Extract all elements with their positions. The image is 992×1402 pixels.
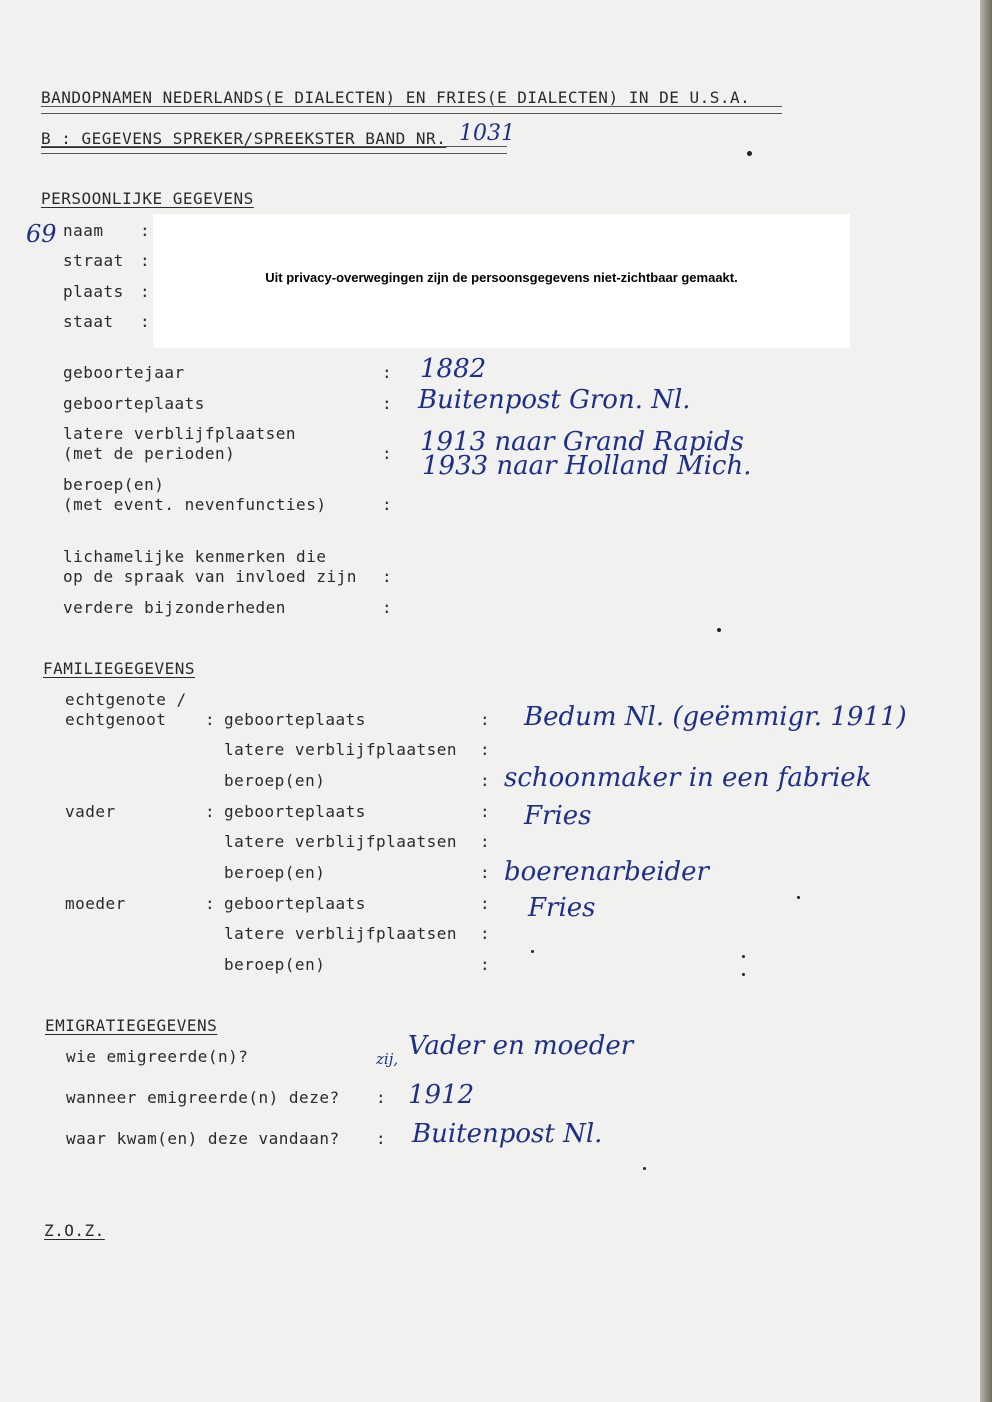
later-residence-label: latere verblijfplaatsen <box>63 424 297 443</box>
band-number: 1031 <box>459 121 515 146</box>
colon: : <box>140 251 151 270</box>
spouse-birthplace-label: geboorteplaats <box>224 710 366 729</box>
colon: : <box>376 1088 387 1107</box>
physical-label: lichamelijke kenmerken die <box>63 547 327 566</box>
paper-speck <box>742 955 745 958</box>
later-residence-value-2: 1933 naar Holland Mich. <box>422 451 752 481</box>
name-label: naam <box>63 221 104 240</box>
birthplace-value: Buitenpost Gron. Nl. <box>418 385 691 415</box>
colon: : <box>205 894 216 913</box>
paper-speck <box>643 1167 646 1170</box>
colon: : <box>205 802 216 821</box>
spouse-birthplace-value: Bedum Nl. (geëmmigr. 1911) <box>524 702 907 732</box>
colon: : <box>140 282 151 301</box>
who-emigrated-label: wie emigreerde(n)? <box>66 1047 249 1066</box>
mother-later-residence-label: latere verblijfplaatsen <box>224 924 458 943</box>
colon: : <box>480 894 491 913</box>
mother-label: moeder <box>65 894 126 913</box>
colon: : <box>382 567 393 586</box>
zoz-footer: Z.O.Z. <box>44 1221 105 1240</box>
physical-sublabel: op de spraak van invloed zijn <box>63 567 357 586</box>
section-heading-emigration: EMIGRATIEGEGEVENS <box>45 1016 218 1035</box>
colon: : <box>382 394 393 413</box>
margin-number: 69 <box>26 220 57 248</box>
section-heading-personal: PERSOONLIJKE GEGEVENS <box>41 189 254 208</box>
where-from-label: waar kwam(en) deze vandaan? <box>66 1129 340 1148</box>
privacy-redaction-box <box>153 214 850 348</box>
father-later-residence-label: latere verblijfplaatsen <box>224 832 458 851</box>
privacy-notice: Uit privacy-overwegingen zijn de persoonsgegevens niet-zichtbaar gemaakt. <box>265 270 738 285</box>
where-from-value: Buitenpost Nl. <box>412 1119 603 1149</box>
double-rule <box>41 146 507 154</box>
colon: : <box>480 802 491 821</box>
colon: : <box>382 444 393 463</box>
form-title: BANDOPNAMEN NEDERLANDS(E DIALECTEN) EN FRIES(E DIALECTEN) IN DE U.S.A. <box>41 88 751 107</box>
paper-speck <box>717 628 721 632</box>
later-residence-value-1: 1913 naar Grand Rapids <box>420 427 744 457</box>
colon: : <box>480 955 491 974</box>
father-birthplace-value: Fries <box>524 801 592 831</box>
mother-occupation-label: beroep(en) <box>224 955 326 974</box>
paper-speck <box>747 151 752 156</box>
spouse-label: echtgenote / <box>65 690 187 709</box>
who-emigrated-value: Vader en moeder <box>408 1031 634 1061</box>
father-occupation-label: beroep(en) <box>224 863 326 882</box>
spouse-later-residence-label: latere verblijfplaatsen <box>224 740 458 759</box>
spouse-occupation-label: beroep(en) <box>224 771 326 790</box>
colon: : <box>140 221 151 240</box>
double-rule <box>41 106 782 114</box>
colon: : <box>382 495 393 514</box>
birthyear-value: 1882 <box>420 354 487 384</box>
mother-birthplace-value: Fries <box>528 893 596 923</box>
spouse-sublabel: echtgenoot <box>65 710 167 729</box>
colon: : <box>205 710 216 729</box>
colon: : <box>480 832 491 851</box>
paper-speck <box>742 973 745 976</box>
colon: : <box>480 740 491 759</box>
colon: : <box>480 710 491 729</box>
spouse-occupation-value: schoonmaker in een fabriek <box>504 763 872 793</box>
colon: : <box>480 924 491 943</box>
father-occupation-value: boerenarbeider <box>504 857 709 887</box>
place-label: plaats <box>63 282 124 301</box>
page-edge <box>980 0 992 1402</box>
form-subtitle: B : GEGEVENS SPREKER/SPREEKSTER BAND NR. <box>41 129 447 148</box>
father-birthplace-label: geboorteplaats <box>224 802 366 821</box>
later-residence-sublabel: (met de perioden) <box>63 444 236 463</box>
state-label: staat <box>63 312 114 331</box>
birthyear-label: geboortejaar <box>63 363 185 382</box>
colon: : <box>140 312 151 331</box>
birthplace-label: geboorteplaats <box>63 394 205 413</box>
colon: : <box>480 863 491 882</box>
mother-birthplace-label: geboorteplaats <box>224 894 366 913</box>
section-heading-family: FAMILIEGEGEVENS <box>43 659 195 678</box>
colon: : <box>382 363 393 382</box>
colon: : <box>376 1129 387 1148</box>
street-label: straat <box>63 251 124 270</box>
colon: : <box>480 771 491 790</box>
father-label: vader <box>65 802 116 821</box>
paper-speck <box>797 896 800 899</box>
who-emigrated-prefix: zij, <box>376 1050 399 1068</box>
details-label: verdere bijzonderheden <box>63 598 286 617</box>
occupation-label: beroep(en) <box>63 475 165 494</box>
occupation-sublabel: (met event. nevenfuncties) <box>63 495 327 514</box>
when-emigrated-label: wanneer emigreerde(n) deze? <box>66 1088 340 1107</box>
paper-speck <box>531 950 534 953</box>
colon: : <box>382 598 393 617</box>
when-emigrated-value: 1912 <box>408 1080 475 1110</box>
